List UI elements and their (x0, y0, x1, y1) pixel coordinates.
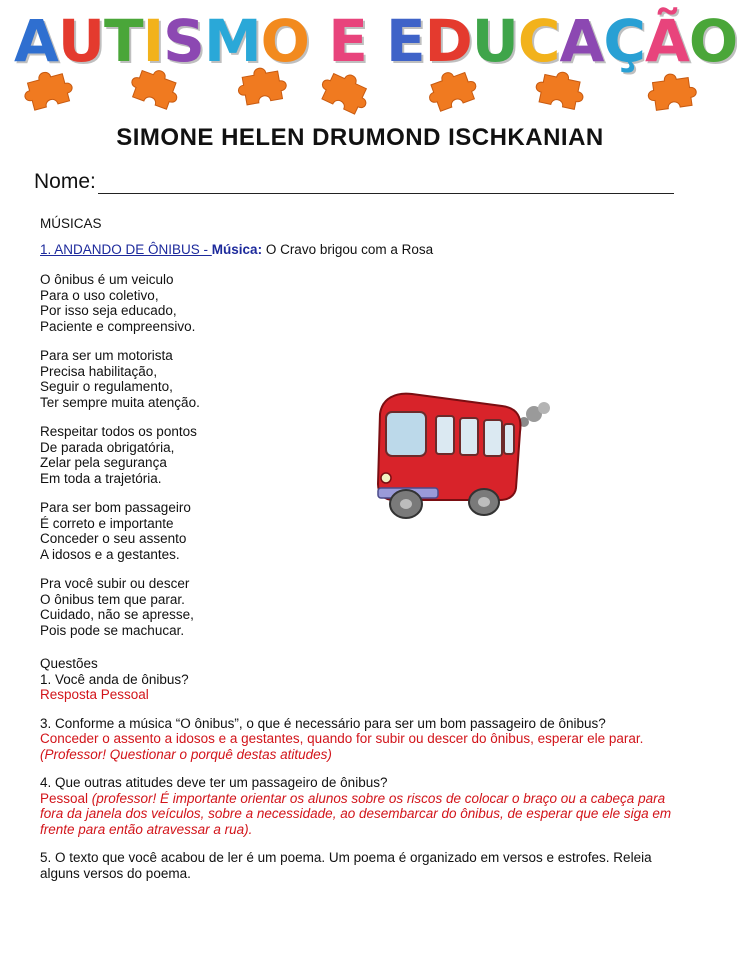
question-1-answer: Resposta Pessoal (40, 687, 149, 702)
title-letter: S (163, 7, 204, 75)
title-letter: U (471, 7, 518, 75)
poem (40, 272, 690, 638)
verse-line: Para ser bom passageiro (40, 500, 191, 515)
song-title (40, 242, 690, 258)
verse-line: O ônibus tem que parar. (40, 591, 185, 607)
question-1-text: 1. Você anda de ônibus? (40, 671, 189, 687)
verse-line: A idosos e a gestantes. (40, 546, 180, 562)
title-letter: M (203, 7, 261, 75)
title-letter: O (688, 7, 737, 75)
puzzle-piece (533, 67, 587, 110)
title-letter: D (424, 7, 472, 75)
verse-line: Conceder o seu assento (40, 531, 187, 546)
puzzle-piece (20, 66, 75, 111)
title-letter: A (14, 7, 58, 75)
puzzle-pieces-decoration (0, 60, 720, 120)
verse-line: Seguir o regulamento, (40, 379, 173, 394)
title-letter: T (104, 7, 143, 75)
bus-icon (372, 384, 556, 532)
question-3-text: 3. Conforme a música “O ônibus”, o que é necessário para ser um bom passageiro de ônibus? (40, 715, 606, 731)
title-letter: Ã (644, 7, 689, 75)
stanza (40, 424, 690, 486)
worksheet-content (40, 216, 690, 894)
music-label: Música: (211, 241, 263, 257)
title-letter: I (142, 7, 164, 75)
question-4-answer-text: Pessoal (40, 790, 89, 806)
puzzle-piece (127, 63, 184, 111)
verse-line: É correto e importante (40, 515, 174, 531)
questions (40, 656, 690, 881)
verse-line: Para ser um motorista (40, 348, 173, 363)
question-3 (40, 716, 690, 763)
title-letter: C (517, 7, 560, 75)
question-5-text: 5. O texto que você acabou de ler é um poema. Um poema é organizado em versos e estrofes. Releia alguns versos do poema. (40, 850, 652, 881)
question-1 (40, 672, 690, 703)
verse-line: Respeitar todos os pontos (40, 424, 197, 439)
title-letter: E (328, 7, 367, 75)
verse-line: Pois pode se machucar. (40, 622, 185, 638)
header (0, 0, 737, 120)
verse-line: Por isso seja educado, (40, 303, 177, 318)
verse-line: Precisa habilitação, (40, 363, 158, 379)
stanza (40, 272, 690, 334)
stanza (40, 576, 690, 638)
verse-line: Em toda a trajetória. (40, 470, 162, 486)
section-title: MÚSICAS (40, 216, 102, 231)
puzzle-piece (316, 66, 374, 117)
stanza (40, 348, 690, 410)
puzzle-piece (646, 71, 698, 111)
verse-line: Ter sempre muita atenção. (40, 394, 200, 410)
title-letter: O (260, 7, 309, 75)
verse-line: O ônibus é um veiculo (40, 272, 174, 287)
author-name: SIMONE HELEN DRUMOND ISCHKANIAN (116, 124, 604, 151)
verse-line: Paciente e compreensivo. (40, 318, 196, 334)
question-4-answer (40, 791, 690, 838)
question-5 (40, 850, 690, 881)
question-3-answer (40, 731, 690, 762)
verse-line: Cuidado, não se apresse, (40, 607, 194, 622)
verse-line: Pra você subir ou descer (40, 576, 190, 591)
title-letter: U (57, 7, 104, 75)
verse-line: Zelar pela segurança (40, 455, 167, 470)
music-name: O Cravo brigou com a Rosa (262, 241, 434, 257)
song-title-link[interactable]: 1. ANDANDO DE ÔNIBUS - (40, 241, 212, 257)
questions-title: Questões (40, 656, 98, 671)
title-letter: A (559, 7, 604, 75)
verse-line: Para o uso coletivo, (40, 287, 159, 303)
title-letter: E (386, 7, 425, 75)
name-label: Nome: (34, 170, 96, 193)
question-3-note: (Professor! Questionar o porquê destas atitudes) (40, 746, 332, 762)
verse-line: De parada obrigatória, (40, 439, 175, 455)
puzzle-piece (235, 64, 288, 106)
puzzle-piece (423, 65, 480, 113)
question-4 (40, 775, 690, 837)
stanza (40, 500, 690, 562)
title-letter: Ç (603, 7, 645, 75)
name-line[interactable] (98, 193, 674, 194)
question-3-answer-text: Conceder o assento a idosos e a gestantes, quando for subir ou descer do ônibus, esperar ele parar. (40, 731, 644, 746)
question-4-text: 4. Que outras atitudes deve ter um passageiro de ônibus? (40, 775, 388, 790)
question-4-note: (professor! É importante orientar os alunos sobre os riscos de colocar o braço ou a cabeça para fora da janela dos veículos, sobre a necessidade, ao desembarcar do ônibus, de esperar que ele siga em frente para então atravessar a rua). (40, 790, 672, 837)
